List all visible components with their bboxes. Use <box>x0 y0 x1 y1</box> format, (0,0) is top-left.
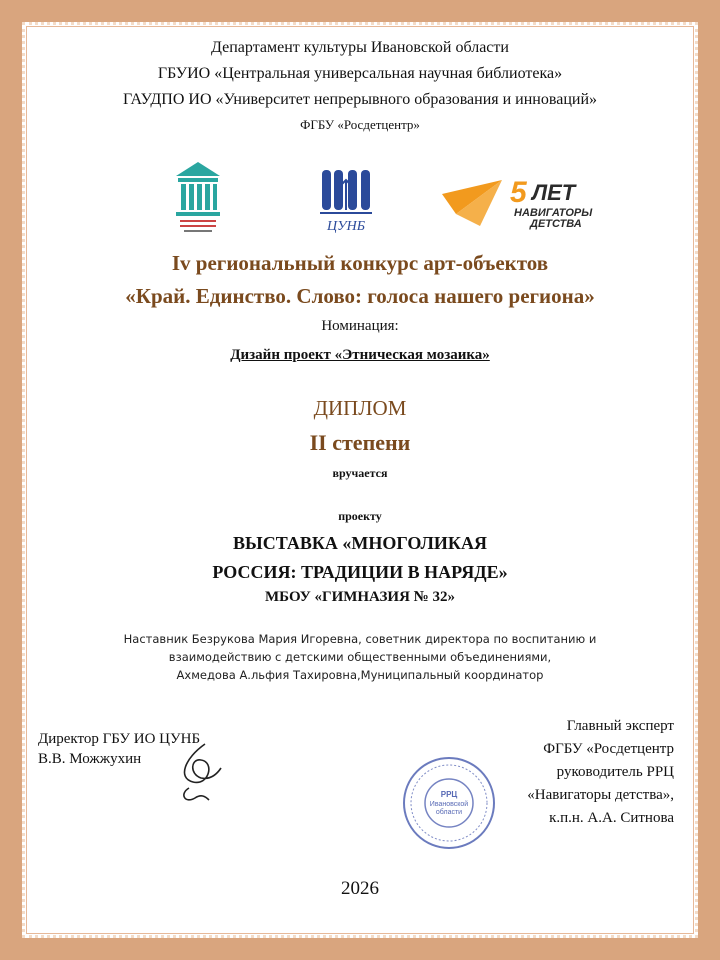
awarded-to-label: вручается <box>332 466 388 480</box>
navigators-text-1: НАВИГАТОРЫ <box>514 207 593 219</box>
mentors-line-3: Ахмедова А.льфия Тахировна,Муниципальный координатор <box>176 668 544 682</box>
stamp-center-line-1: РРЦ <box>440 790 458 799</box>
contest-title-line-1: Iv региональный конкурс арт-объектов <box>171 251 549 275</box>
contest-title-line-2: «Край. Единство. Слово: голоса нашего региона» <box>125 284 595 308</box>
school-name: МБОУ «ГИМНАЗИЯ № 32» <box>264 589 456 605</box>
right-signatory-line-3: руководитель РРЦ <box>556 764 674 780</box>
right-signatory-line-5: к.п.н. А.А. Ситнова <box>549 810 674 826</box>
org-line-2: ГБУИО «Центральная универсальная научная библиотека» <box>157 65 563 82</box>
right-signatory-line-2: ФГБУ «Росдетцентр <box>543 741 674 757</box>
project-title-line-1: ВЫСТАВКА «МНОГОЛИКАЯ <box>233 533 487 553</box>
org-line-3: ГАУДПО ИО «Университет непрерывного образования и инноваций» <box>123 91 597 108</box>
signature-mark <box>165 738 235 810</box>
diploma-degree: II степени <box>309 430 411 455</box>
stamp-center-line-2: Ивановской <box>429 801 469 808</box>
mentors-line-2: взаимодействию с детскими общественными объединениями, <box>168 650 552 664</box>
university-logo <box>172 158 224 236</box>
project-label: проекту <box>338 509 382 523</box>
year: 2026 <box>341 878 379 899</box>
navigators-number: 5 <box>510 176 527 209</box>
right-signatory-line-1: Главный эксперт <box>566 718 674 734</box>
right-signatory-line-4: «Навигаторы детства», <box>527 787 674 803</box>
right-signatory <box>527 715 674 830</box>
nomination-value: Дизайн проект «Этническая мозаика» <box>230 347 490 363</box>
left-signatory-name: В.В. Можжухин <box>38 751 142 767</box>
org-line-4: ФГБУ «Росдетцентр» <box>300 117 420 132</box>
official-stamp <box>401 755 497 851</box>
navigators-text-2: ДЕТСТВА <box>530 218 582 230</box>
cunb-logo <box>318 166 374 236</box>
org-line-1: Департамент культуры Ивановской области <box>211 39 509 56</box>
cunb-logo-text: ЦУНБ <box>327 219 365 234</box>
diploma-heading: ДИПЛОМ <box>313 396 407 420</box>
navigators-years: ЛЕТ <box>532 180 576 205</box>
mentors-line-1: Наставник Безрукова Мария Игоревна, советник директора по воспитанию и <box>123 632 597 646</box>
navigators-logo <box>442 172 604 230</box>
nomination-label: Номинация: <box>321 318 399 334</box>
logos-row <box>0 158 720 248</box>
project-title-line-2: РОССИЯ: ТРАДИЦИИ В НАРЯДЕ» <box>212 562 508 582</box>
left-signatory-title: Директор ГБУ ИО ЦУНБ <box>38 731 201 747</box>
stamp-center-line-3: области <box>435 809 463 816</box>
